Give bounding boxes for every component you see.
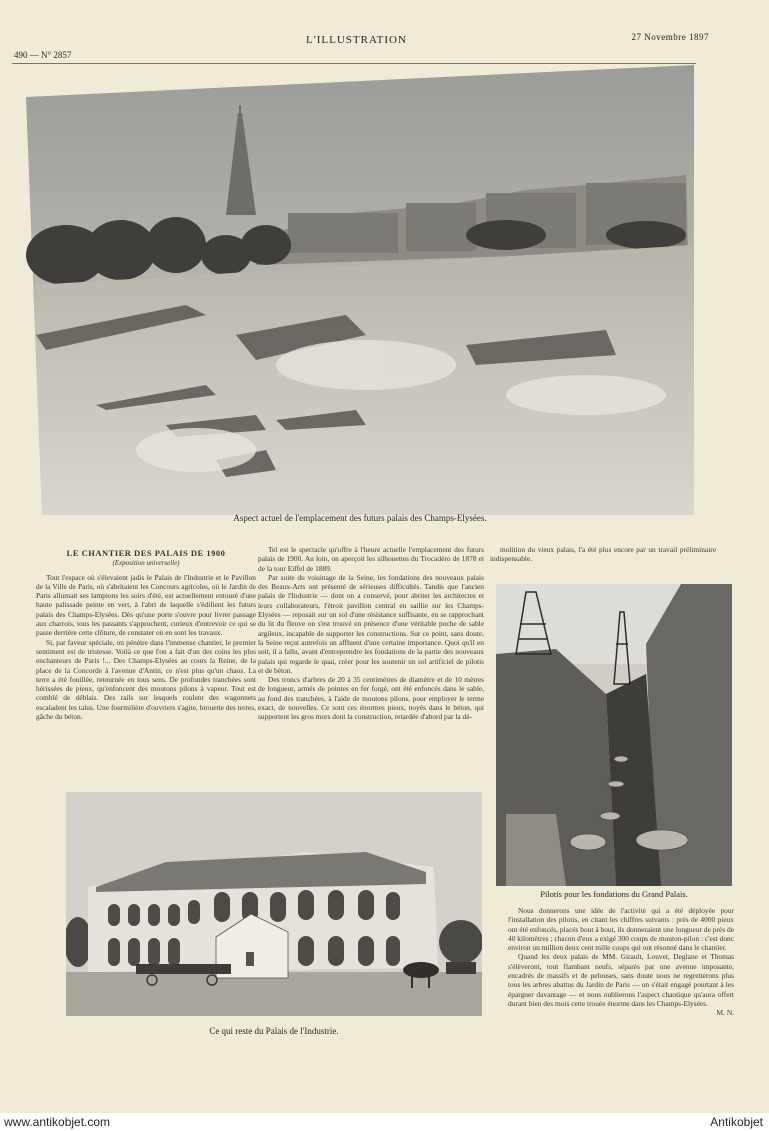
palais-industrie-caption: Ce qui reste du Palais de l'Industrie. — [209, 1026, 339, 1036]
author-signature: M. N. — [716, 1008, 734, 1018]
article-column-3-bottom — [508, 906, 734, 1046]
paragraph: Tel est le spectacle qu'offre à l'heure actuelle l'emplacement des futurs palais de 1900. Au loin, on aperçoit les silhouettes du Trocadéro de 1878 et de la tour Eiffel de 1889. — [258, 545, 484, 573]
paragraph: Nous donnerons une idée de l'activité qui a été déployée pour l'installation des pilotis, en citant les chiffres suivants : près de 4000 pieux ont été enfoncés, placés bout à bout, ils donneraient une longueur de près de 40 kilomètres ; chacun d'eux a exigé 300 coups de mouton-pilon : c'est donc environ un million deux cent mille coups qui ont résonné dans le chantier. — [508, 906, 734, 953]
header-rule — [12, 63, 696, 64]
paragraph: Tout l'espace où s'élevaient jadis le Palais de l'Industrie et le Pavillon de la Ville de Paris, où s'abritaient les Concours agricoles, où le Jardin de Paris allumait ses lampions les soirs d'été, est actuellement entouré d'une haute palissade peinte en vert, à l'abri de laquelle s'édifient les futurs palais des Champs-Elysées. Dès qu'une porte s'ouvre pour livrer passage aux charrois, tous les passants s'approchent, curieux d'entrevoir ce qui se passe derrière cette clôture, de constater où en sont les travaux. — [36, 572, 256, 638]
watermark-footer — [0, 1113, 769, 1131]
footer-website: www.antikobjet.com — [4, 1115, 111, 1129]
page-number: 490 — N° 2857 — [14, 50, 72, 60]
page-header — [14, 32, 709, 60]
paragraph: Des troncs d'arbres de 20 à 35 centimètres de diamètre et de 10 mètres de longueur, armés de pointes en fer forgé, ont été enfoncés dans le sable, au fond des tranchées, à l'aide de moutons pilons, pour employer le terme exact, de nouvelles. Ce sont ces énormes pieux, noyés dans le béton, qui supportent les gros murs dont la construction, retardée d'abord par la dé- — [258, 675, 484, 722]
pilotis-photo — [496, 584, 732, 886]
paragraph: Quand les deux palais de MM. Girault, Louvet, Deglane et Thomas s'élèveront, tout flambant neufs, séparés par une avenue imposante, encadrés de massifs et de pelouses, sans doute nous ne regretterons plus tous les arbres abattus du Jardin de Paris — on s'était engagé pourtant à les épargner davantage — et nous oublierons l'aspect chaotique qu'aura offert durant bien des mois cette trouée énorme dans les Champs-Elysées. — [508, 952, 734, 1008]
footer-brand: Antikobjet — [710, 1115, 763, 1129]
article-column-3-top — [490, 545, 716, 581]
pilotis-caption: Pilotis pour les fondations du Grand Palais. — [540, 889, 688, 899]
paragraph: molition du vieux palais, l'a été plus encore par un travail préliminaire indispensable. — [490, 545, 716, 564]
article-title: LE CHANTIER DES PALAIS DE 1900 — [66, 549, 226, 558]
paragraph: Si, par faveur spéciale, on pénètre dans l'immense chantier, le premier sentiment est de tristesse. Voilà ce que l'on a fait d'un des coins les plus enchanteurs de Paris !... Des Champs-Elysées au cours la Reine, de la place de la Concorde à l'avenue d'Antin, ce n'est plus qu'un chaos. La terre a été fouillée, retournée en tous sens. De profondes tranchées sont hérissées de pieux, qu'enfoncent des moutons pilons à vapeur. Tout est comblé de déblais. Des rails sur lesquels roulent des wagonnets escaladent les talus. Une fourmilière d'ouvriers s'agite, brouette des terres, gâche du béton. — [36, 637, 256, 722]
palais-industrie-photo — [66, 792, 482, 1016]
article-column-1 — [36, 549, 256, 774]
paragraph: Par suite du voisinage de la Seine, les fondations des nouveaux palais des Beaux-Arts ont présenté de sérieuses difficultés. Tandis que l'ancien palais de l'Industrie — dont on a conservé, pour abriter les architectes et leurs collaborateurs, l'étroit pavillon central en saillie sur les Champs-Elysées — reposait sur un sol d'une résistance suffisante, en se rapprochant du lit du fleuve on s'est trouvé en présence d'une véritable poche de sable argileux, incapable de supporter les constructions. Sur ce point, sans doute, la Seine reçut autrefois un affluent d'une certaine importance. Quoi qu'il en soit, il a fallu, avant d'entreprendre les fondations de la partie des nouveaux palais qui regarde le quai, créer pour les soutenir un sol artificiel de pilotis et de béton. — [258, 572, 484, 675]
main-photo-caption: Aspect actuel de l'emplacement des futurs palais des Champs-Elysées. — [233, 513, 487, 523]
masthead: L'ILLUSTRATION — [306, 34, 407, 46]
issue-date: 27 Novembre 1897 — [631, 32, 709, 42]
main-photo-construction-site — [26, 65, 694, 515]
article-column-2 — [258, 545, 484, 775]
article-subtitle: (Exposition universelle) — [112, 559, 180, 568]
